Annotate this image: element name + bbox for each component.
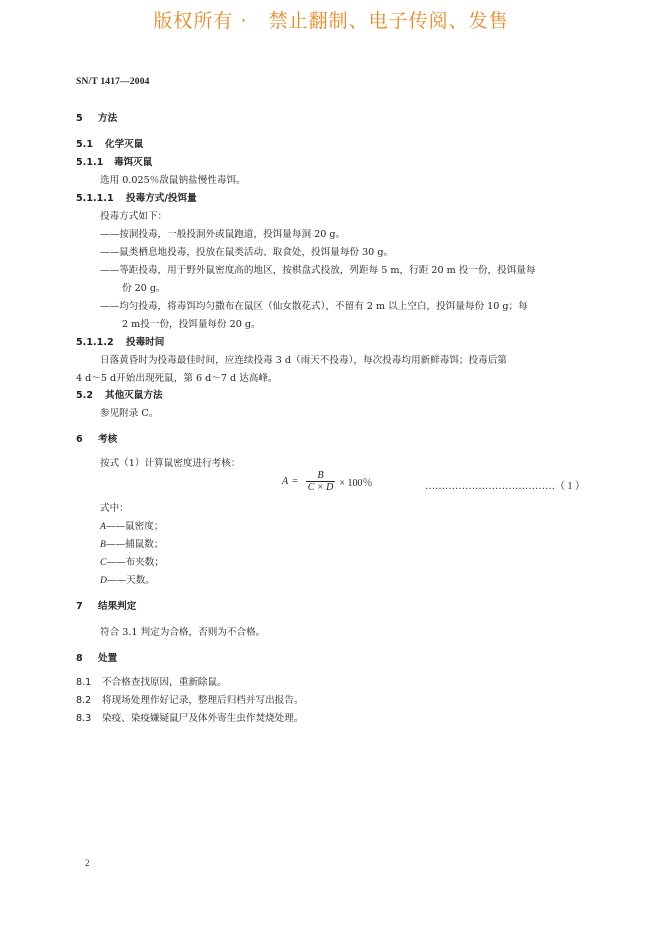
paragraph-methods-intro: 投毒方式如下： [100,211,168,222]
variable-description: ——布夹数； [106,557,164,568]
list-item-continuation: 2 m投一份，投饵量每份 20 g。 [122,319,261,330]
section-5-1-heading [76,139,143,151]
formula-numerator: B [317,470,324,481]
section-title: 考核 [98,434,118,445]
section-number: 5.1.1.1 [76,193,114,204]
equation-number: …………………………………（ 1 ） [425,481,585,492]
section-title: 化学灭鼠 [105,139,144,150]
paragraph-appendix-ref: 参见附录 C。 [100,408,159,419]
variable-definition [100,539,163,551]
item-number: 8.2 [76,695,92,706]
section-number: 5.1.1.2 [76,337,114,348]
item-text: 将现场处理作好记录，整理后归档并写出报告。 [102,695,304,706]
item-text: 不合格查找原因，重新除鼠。 [102,677,227,688]
item-text: 染疫、染疫嫌疑鼠尸及体外寄生虫作焚烧处理。 [102,713,304,724]
section-number: 6 [76,434,83,445]
variable-description: ——捕鼠数； [105,539,164,550]
section-5-1-1-heading [76,157,152,169]
disposal-item [76,677,227,689]
list-item-continuation: 份 20 g。 [122,283,166,294]
paragraph-bait: 选用 0.025％敌鼠钠盐慢性毒饵。 [100,175,246,186]
section-number: 5.2 [76,390,93,401]
section-number: 5.1 [76,139,93,150]
section-title: 其他灭鼠方法 [105,390,163,401]
paragraph-formula-intro: 按式（1）计算鼠密度进行考核： [100,458,241,469]
section-title: 毒饵灭鼠 [114,157,153,168]
section-number: 7 [76,601,83,612]
list-item: ——按洞投毒，一般投洞外或鼠跑道，投饵量每洞 20 g。 [100,229,346,240]
item-number: 8.3 [76,713,92,724]
section-title: 投毒方式/投饵量 [126,193,197,204]
list-item: ——等距投毒，用于野外鼠密度高的地区，按棋盘式投放，列距每 5 m，行距 20 m 投一份，投饵量每 [100,265,536,276]
paragraph-timing-line: 4 d～5 d开始出现死鼠，第 6 d～7 d 达高峰。 [76,373,278,384]
watermark-banner: 版权所有 · 禁止翻制、电子传阅、发售 [153,10,509,32]
document-code: SN/T 1417—2004 [76,77,150,87]
formula [282,470,373,493]
variable-symbol: C [100,557,107,568]
formula-multiplier: × 100％ [339,478,373,489]
list-item: ——均匀投毒，将毒饵均匀撒布在鼠区（仙女散花式），不留有 2 m 以上空白，投饵量每份 10 g；每 [100,301,528,312]
section-title: 结果判定 [98,601,137,612]
page-number: 2 [85,858,90,868]
section-5-1-1-2-heading [76,337,164,349]
section-6-heading [76,434,117,446]
section-5-2-heading [76,390,163,402]
disposal-item [76,695,303,707]
paragraph-timing-line: 日落黄昏时为投毒最佳时间，应连续投毒 3 d（雨天不投毒），每次投毒均用新鲜毒饵；投毒后第 [100,355,507,366]
item-number: 8.1 [76,677,92,688]
formula-lhs: A [282,476,289,487]
section-title: 处置 [98,653,118,664]
variable-definition [100,521,163,533]
variable-definition [100,575,155,587]
section-7-heading [76,601,136,613]
section-number: 8 [76,653,83,664]
variable-symbol: B [100,539,106,550]
section-number: 5.1.1 [76,157,104,168]
section-title: 投毒时间 [126,337,165,348]
variable-symbol: A [100,521,106,532]
paragraph-judgement: 符合 3.1 判定为合格，否则为不合格。 [100,627,266,638]
section-number: 5 [76,113,83,124]
where-label: 式中： [100,503,129,514]
section-5-heading [76,113,117,125]
variable-description: ——天数。 [106,575,155,586]
list-item: ——鼠类栖息地投毒，投放在鼠类活动、取食处，投饵量每份 30 g。 [100,247,394,258]
variable-description: ——鼠密度； [105,521,164,532]
section-title: 方法 [98,113,118,124]
formula-denominator: C × D [307,482,334,493]
section-5-1-1-1-heading [76,193,197,205]
section-8-heading [76,653,117,665]
variable-symbol: D [100,575,107,586]
formula-fraction [306,470,336,493]
variable-definition [100,557,164,569]
formula-equals: = [292,476,298,487]
disposal-item [76,713,303,725]
